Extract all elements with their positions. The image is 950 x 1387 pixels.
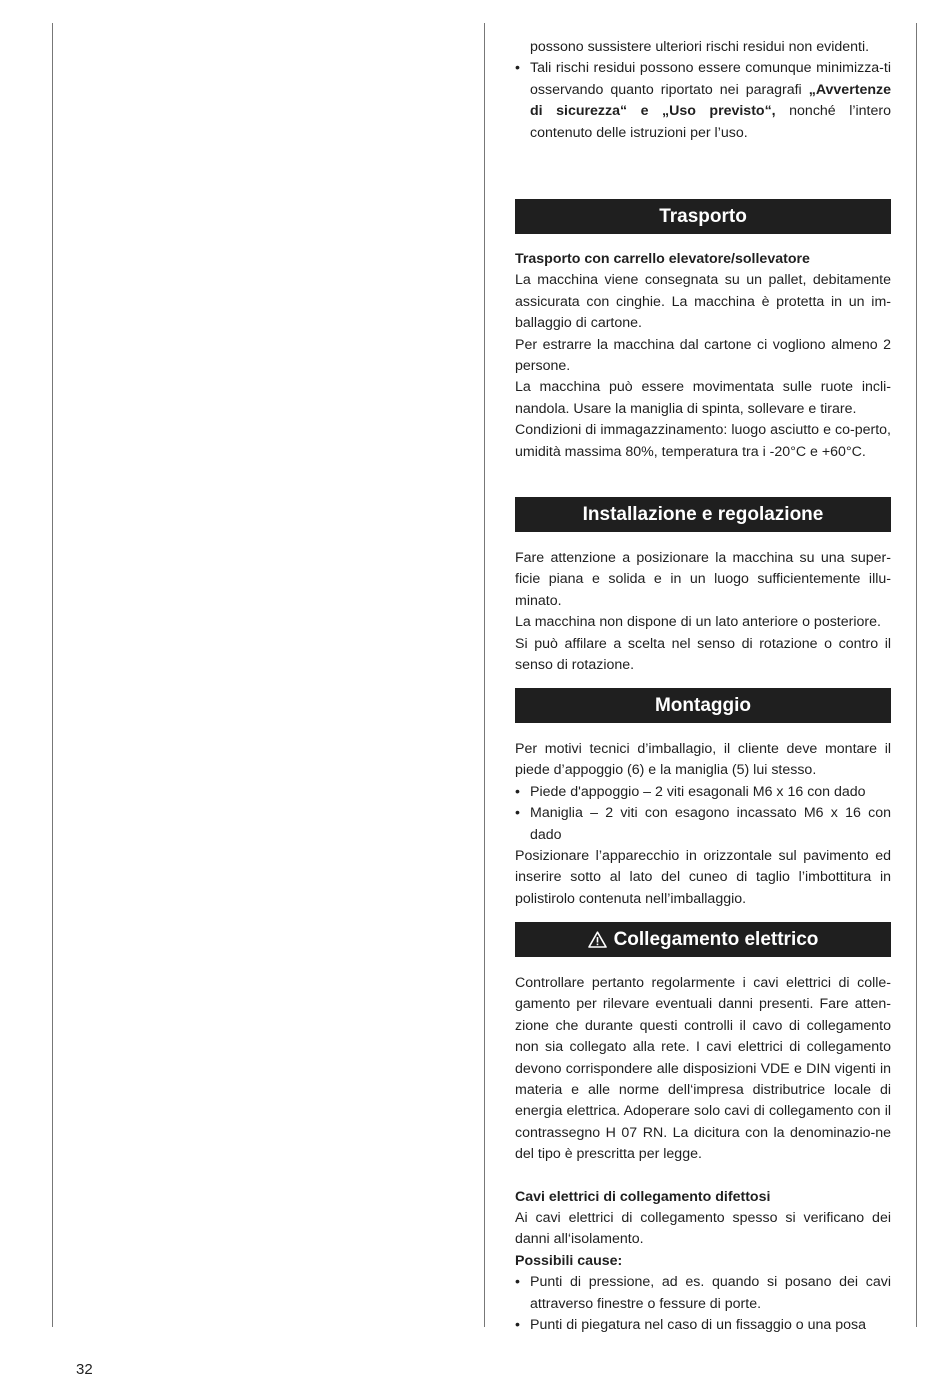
left-margin-rule — [52, 23, 53, 1327]
bullet-text: Punti di pressione, ad es. quando si posano dei cavi attraverso finestre o fessure di porte. — [530, 1274, 891, 1312]
subheading: Trasporto con carrello elevatore/sollevatore — [515, 251, 810, 267]
section-heading-installazione — [515, 497, 891, 532]
paragraph: Controllare pertanto regolarmente i cavi elettrici di colle-gamento per rilevare eventuali danni presenti. Fare atten-zione che durante questi controlli il cavo di collegamento non sia collegato alla rete. I cavi elettrici di collegamento devono corrispondere alle disposizioni VDE e DIN vigenti in materia e alle norme dell‘impresa distributrice locale di energia elettrica. Adoperare solo cavi di collegamento con il contrassegno H 07 RN. La dicitura con la denominazio-ne del tipo è prescritta per legge. — [515, 975, 891, 1163]
paragraph: Si può affilare a scelta nel senso di rotazione o contro il senso di rotazione. — [515, 635, 891, 674]
bullet-text: Piede d'appoggio – 2 viti esagonali M6 x 16 con dado — [530, 783, 866, 800]
section-heading-collegamento — [515, 922, 891, 957]
bold-conjunction: e — [627, 103, 662, 120]
bullet-icon: • — [515, 1274, 520, 1291]
bullet-text: Tali rischi residui possono essere comunque minimizza-ti osservando quanto riportato nei paragrafi — [530, 60, 891, 98]
center-rule — [484, 23, 485, 1327]
montaggio-body — [515, 739, 891, 910]
section-heading-text: Installazione e regolazione — [582, 503, 824, 525]
bullet-icon: • — [515, 783, 520, 800]
collegamento-body — [515, 973, 891, 1337]
installazione-body — [515, 548, 891, 676]
bold-reference: „Avvertenze di sicurezza“ — [530, 81, 891, 120]
bullet-icon: • — [515, 805, 520, 822]
paragraph: Condizioni di immagazzinamento: luogo asciutto e co-perto, umidità massima 80%, temperatura tra i -20°C e +60°C. — [515, 422, 891, 460]
section-heading-text: Collegamento elettrico — [613, 928, 819, 950]
paragraph: Per motivi tecnici d’imballagio, il cliente deve montare il piede d’appoggio (6) e la maniglia (5) lui stesso. — [515, 741, 891, 779]
paragraph: Fare attenzione a posizionare la macchina su una super-ficie piana e solida e in un luogo sufficientemente illu-minato. — [515, 550, 891, 609]
bullet-text: Punti di piegatura nel caso di un fissaggio o una posa — [530, 1317, 867, 1334]
section-heading-text: Trasporto — [659, 205, 747, 227]
list-item — [515, 782, 891, 803]
section-heading-trasporto — [515, 199, 891, 234]
warning-triangle-icon — [588, 931, 607, 948]
bullet-text: nonché l’intero contenuto delle istruzioni per l’uso. — [530, 103, 891, 141]
paragraph: La macchina può essere movimentata sulle ruote incli-nandola. Usare la maniglia di spinta, sollevare e tirare. — [515, 379, 891, 417]
page-number: 32 — [76, 1361, 93, 1378]
right-margin-rule — [916, 23, 917, 1327]
paragraph: Posizionare l’apparecchio in orizzontale sul pavimento ed inserire sotto al lato del cuneo di taglio l’imbottitura in polistirolo contenuta nell’imballaggio. — [515, 848, 891, 907]
paragraph: La macchina viene consegnata su un pallet, debitamente assicurata con cinghie. La macchina è protetta in un im-ballaggio di cartone. — [515, 272, 891, 332]
section-heading-text: Montaggio — [654, 694, 752, 716]
paragraph: La macchina non dispone di un lato anteriore o posteriore. — [515, 614, 881, 631]
section-heading-montaggio — [515, 688, 891, 723]
continued-line: possono sussistere ulteriori rischi residui non evidenti. — [530, 39, 870, 55]
bold-reference: „Uso previsto“, — [662, 103, 776, 120]
residual-risks-block — [515, 37, 891, 144]
paragraph: Ai cavi elettrici di collegamento spesso si verificano dei danni all‘isolamento. — [515, 1210, 891, 1248]
list-item — [515, 1272, 891, 1315]
bullet-icon: • — [515, 1317, 520, 1334]
subheading: Cavi elettrici di collegamento difettosi — [515, 1188, 771, 1205]
causes-label: Possibili cause: — [515, 1252, 623, 1269]
bullet-icon: • — [515, 60, 520, 77]
list-item — [515, 803, 891, 846]
bullet-text: Maniglia – 2 viti con esagono incassato M6 x 16 con dado — [530, 805, 891, 843]
trasporto-body — [515, 249, 891, 463]
list-item — [515, 58, 891, 144]
list-item — [515, 1315, 891, 1336]
paragraph: Per estrarre la macchina dal cartone ci vogliono almeno 2 persone. — [515, 336, 891, 375]
